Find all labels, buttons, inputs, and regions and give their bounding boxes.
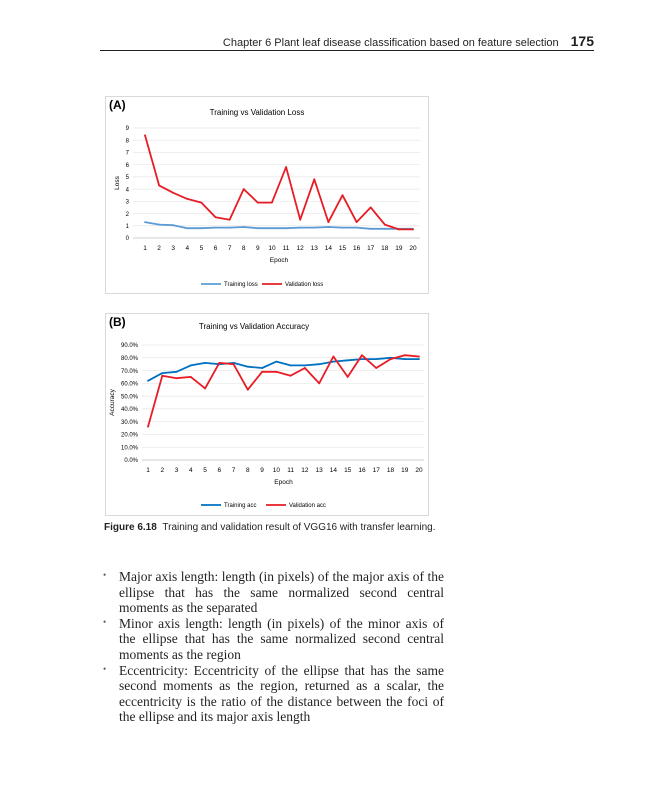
x-tick-label: 2 xyxy=(160,467,165,474)
y-tick-label: 6 xyxy=(125,162,129,169)
data-point xyxy=(261,367,263,369)
y-tick-label: 4 xyxy=(125,187,129,194)
data-point xyxy=(327,226,329,228)
data-point xyxy=(204,362,206,364)
data-point xyxy=(243,188,245,190)
x-tick-label: 8 xyxy=(241,245,246,252)
x-tick-label: 16 xyxy=(358,467,366,474)
header-rule xyxy=(100,50,594,51)
x-tick-label: 13 xyxy=(310,245,318,252)
data-point xyxy=(215,227,217,229)
data-point xyxy=(144,134,146,136)
data-point xyxy=(147,426,149,428)
data-point xyxy=(190,365,192,367)
x-tick-label: 10 xyxy=(272,467,280,474)
bullet-icon: • xyxy=(103,663,107,674)
figure-caption-label: Figure 6.18 xyxy=(104,522,157,533)
accuracy-chart xyxy=(106,314,428,515)
figure-caption-text: Training and validation result of VGG16 with transfer learning. xyxy=(162,522,436,533)
data-point xyxy=(161,375,163,377)
data-point xyxy=(313,178,315,180)
x-tick-label: 5 xyxy=(203,467,207,474)
y-tick-label: 7 xyxy=(125,150,129,157)
x-tick-label: 6 xyxy=(217,467,222,474)
y-tick-label: 2 xyxy=(125,211,129,218)
bullet-icon: • xyxy=(103,616,107,627)
data-point xyxy=(398,229,400,231)
data-point xyxy=(247,366,249,368)
running-title: Chapter 6 Plant leaf disease classification based on feature selection xyxy=(222,37,559,49)
data-point xyxy=(158,224,160,226)
data-point xyxy=(304,367,306,369)
x-tick-label: 3 xyxy=(174,467,179,474)
chart-title: Training vs Validation Accuracy xyxy=(198,322,310,331)
data-point xyxy=(247,389,249,391)
data-point xyxy=(347,376,349,378)
y-tick-label: 9 xyxy=(125,126,129,133)
x-tick-label: 8 xyxy=(246,467,250,474)
y-tick-label: 30.0% xyxy=(120,419,138,426)
data-point xyxy=(271,227,273,229)
data-point xyxy=(375,358,377,360)
data-point xyxy=(261,371,263,373)
data-point xyxy=(299,219,301,221)
legend-label: Validation loss xyxy=(285,282,324,288)
data-point xyxy=(342,227,344,229)
data-point xyxy=(361,358,363,360)
data-point xyxy=(327,221,329,223)
x-tick-label: 6 xyxy=(213,245,218,252)
series-line xyxy=(145,135,413,229)
loss-chart xyxy=(106,97,428,293)
data-point xyxy=(229,219,231,221)
legend-label: Training acc xyxy=(224,503,257,509)
list-item xyxy=(104,616,444,663)
data-point xyxy=(299,227,301,229)
data-point xyxy=(147,380,149,382)
y-tick-label: 3 xyxy=(125,199,129,206)
x-tick-label: 18 xyxy=(386,467,395,474)
x-tick-label: 19 xyxy=(401,467,409,474)
data-point xyxy=(333,356,335,358)
y-tick-label: 20.0% xyxy=(120,432,138,439)
x-tick-label: 7 xyxy=(231,467,236,474)
data-point xyxy=(176,377,178,379)
legend-label: Training loss xyxy=(224,282,258,288)
x-tick-label: 9 xyxy=(256,245,260,252)
bullet-icon: • xyxy=(103,570,107,580)
data-point xyxy=(243,226,245,228)
y-tick-label: 5 xyxy=(125,175,129,182)
x-tick-label: 2 xyxy=(157,245,161,252)
data-point xyxy=(229,227,231,229)
data-point xyxy=(186,227,188,229)
data-point xyxy=(172,192,174,194)
y-tick-label: 10.0% xyxy=(120,445,138,452)
data-point xyxy=(384,228,386,230)
data-point xyxy=(412,229,414,231)
y-tick-label: 1 xyxy=(125,223,129,230)
y-tick-label: 40.0% xyxy=(120,407,138,414)
x-tick-label: 7 xyxy=(227,245,232,252)
data-point xyxy=(190,376,192,378)
x-tick-label: 5 xyxy=(199,245,204,252)
data-point xyxy=(158,185,160,187)
data-point xyxy=(285,227,287,229)
y-tick-label: 70.0% xyxy=(120,368,138,375)
x-tick-label: 17 xyxy=(372,467,380,474)
x-tick-label: 11 xyxy=(287,467,295,474)
y-tick-label: 0.0% xyxy=(124,458,138,465)
x-tick-label: 9 xyxy=(260,467,264,474)
chart-title: Training vs Validation Loss xyxy=(209,108,305,117)
figure-caption xyxy=(104,522,435,533)
data-point xyxy=(144,221,146,223)
accuracy-chart-panel xyxy=(105,313,429,516)
x-axis-label: Epoch xyxy=(274,479,293,486)
y-axis-label: Loss xyxy=(114,176,121,190)
bullet-text: Eccentricity: Eccentricity of the ellipse that has the same second moments as the region, returned as a scalar, the eccentricity is the ratio of the distance between the foci of the ellipse and its major axis length xyxy=(119,662,444,725)
data-point xyxy=(370,228,372,230)
x-tick-label: 4 xyxy=(188,467,193,474)
y-tick-label: 0 xyxy=(125,236,129,243)
y-tick-label: 90.0% xyxy=(120,343,138,350)
x-tick-label: 3 xyxy=(171,245,176,252)
data-point xyxy=(361,354,363,356)
data-point xyxy=(404,354,406,356)
x-tick-label: 14 xyxy=(324,245,332,252)
data-point xyxy=(275,371,277,373)
x-tick-label: 20 xyxy=(415,467,423,474)
x-tick-label: 11 xyxy=(282,245,290,252)
data-point xyxy=(333,361,335,363)
y-tick-label: 8 xyxy=(125,138,129,145)
data-point xyxy=(418,358,420,360)
x-tick-label: 1 xyxy=(143,245,147,252)
legend-label: Validation acc xyxy=(289,503,326,509)
data-point xyxy=(271,202,273,204)
x-tick-label: 13 xyxy=(315,467,323,474)
y-axis-label: Accuracy xyxy=(109,389,116,416)
x-tick-label: 19 xyxy=(395,245,403,252)
x-tick-label: 17 xyxy=(367,245,375,252)
data-point xyxy=(418,356,420,358)
bullet-list xyxy=(104,569,444,725)
data-point xyxy=(233,363,235,365)
data-point xyxy=(404,358,406,360)
data-point xyxy=(285,166,287,168)
x-tick-label: 10 xyxy=(268,245,276,252)
y-tick-label: 80.0% xyxy=(120,355,138,362)
running-head xyxy=(0,33,594,49)
data-point xyxy=(384,224,386,226)
list-item xyxy=(104,663,444,725)
data-point xyxy=(313,227,315,229)
data-point xyxy=(370,207,372,209)
data-point xyxy=(375,367,377,369)
y-tick-label: 50.0% xyxy=(120,394,138,401)
data-point xyxy=(172,224,174,226)
panel-letter-a: (A) xyxy=(109,98,126,112)
data-point xyxy=(275,361,277,363)
data-point xyxy=(201,227,203,229)
x-tick-label: 12 xyxy=(301,467,309,474)
x-tick-label: 15 xyxy=(344,467,352,474)
data-point xyxy=(356,221,358,223)
data-point xyxy=(201,202,203,204)
data-point xyxy=(304,365,306,367)
page-number: 175 xyxy=(570,33,594,49)
data-point xyxy=(215,216,217,218)
data-point xyxy=(356,227,358,229)
data-point xyxy=(318,382,320,384)
data-point xyxy=(257,227,259,229)
data-point xyxy=(347,359,349,361)
y-tick-label: 60.0% xyxy=(120,381,138,388)
data-point xyxy=(161,372,163,374)
data-point xyxy=(218,362,220,364)
list-item xyxy=(104,569,444,616)
x-tick-label: 4 xyxy=(185,245,190,252)
data-point xyxy=(204,388,206,390)
x-tick-label: 1 xyxy=(146,467,150,474)
data-point xyxy=(176,371,178,373)
x-tick-label: 14 xyxy=(329,467,338,474)
data-point xyxy=(290,375,292,377)
x-tick-label: 20 xyxy=(409,245,417,252)
data-point xyxy=(186,198,188,200)
data-point xyxy=(290,365,292,367)
x-tick-label: 16 xyxy=(352,245,361,252)
data-point xyxy=(318,363,320,365)
data-point xyxy=(342,194,344,196)
x-tick-label: 15 xyxy=(338,245,347,252)
x-tick-label: 12 xyxy=(296,245,304,252)
x-axis-label: Epoch xyxy=(269,257,289,264)
bullet-text: Minor axis length: length (in pixels) of the minor axis of the ellipse that has the same normalized second central moments as the region xyxy=(119,615,444,662)
bullet-text: Major axis length: length (in pixels) of the major axis of the ellipse that has the same normalized second central moments as the separated xyxy=(119,569,444,616)
loss-chart-panel xyxy=(105,96,429,294)
x-tick-label: 18 xyxy=(381,245,389,252)
data-point xyxy=(257,202,259,204)
panel-letter-b: (B) xyxy=(109,315,126,329)
data-point xyxy=(390,358,392,360)
